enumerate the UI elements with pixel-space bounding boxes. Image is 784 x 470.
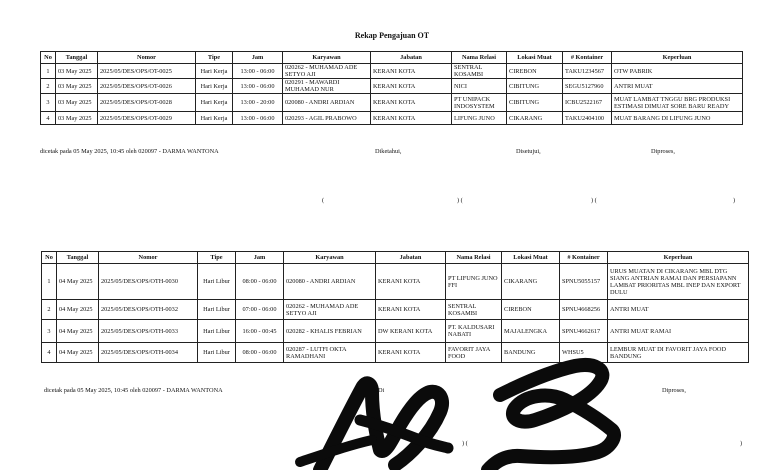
table-cell: 4 — [41, 112, 56, 125]
table-cell: 2025/05/DES/OPS/OT-0026 — [98, 79, 196, 94]
table-cell: 020262 - MUHAMAD ADE SETYO AJI — [283, 64, 371, 79]
signature-paren: ( — [322, 197, 325, 204]
table-cell: ANTRI MUAT — [608, 300, 749, 320]
table-cell: 020293 - AGIL PRABOWO — [283, 112, 371, 125]
column-header: Jam — [233, 52, 283, 64]
table-cell: KERANI KOTA — [371, 112, 452, 125]
signature-paren: ) — [740, 440, 743, 447]
column-header: Tipe — [196, 52, 233, 64]
table-cell: 16:00 - 00:45 — [236, 320, 284, 343]
table-cell: CIKARANG — [507, 112, 563, 125]
column-header: Lokasi Muat — [502, 252, 560, 264]
table-cell: KERANI KOTA — [371, 64, 452, 79]
table-cell: DW KERANI KOTA — [376, 320, 446, 343]
processed-label: Diproses, — [651, 148, 675, 155]
column-header: Lokasi Muat — [507, 52, 563, 64]
table-cell: 08:00 - 06:00 — [236, 343, 284, 363]
table-cell: 2 — [42, 300, 57, 320]
table-cell: LEMBUR MUAT DI FAVORIT JAYA FOOD BANDUNG — [608, 343, 749, 363]
column-header: Jabatan — [371, 52, 452, 64]
table-cell: 3 — [41, 94, 56, 112]
table-cell: Hari Kerja — [196, 94, 233, 112]
table-cell: NICI — [452, 79, 507, 94]
table-cell: PT LIFUNG JUNO FFI — [446, 264, 502, 300]
table-cell: FAVORIT JAYA FOOD — [446, 343, 502, 363]
table-cell: SEGU5127960 — [563, 79, 612, 94]
signature-paren: ) ( — [457, 197, 463, 204]
column-header: No — [42, 252, 57, 264]
known-label: Di — [378, 387, 385, 394]
table-cell: PT. KALDUSARI NABATI — [446, 320, 502, 343]
column-header: # Kontainer — [560, 252, 608, 264]
table-cell: BANDUNG — [502, 343, 560, 363]
table-cell: SENTRAL KOSAMBI — [452, 64, 507, 79]
table-cell: WHSU5 — [560, 343, 608, 363]
table-cell: 13:00 - 20:00 — [233, 94, 283, 112]
table-cell: 4 — [42, 343, 57, 363]
table-cell: Hari Kerja — [196, 79, 233, 94]
table-cell: 020262 - MUHAMAD ADE SETYO AJI — [284, 300, 376, 320]
table-cell: 1 — [41, 64, 56, 79]
table-cell: 08:00 - 06:00 — [236, 264, 284, 300]
table-cell: Hari Libur — [198, 320, 236, 343]
column-header: No — [41, 52, 56, 64]
table-cell: 020291 - MAWARDI MUHAMAD NUR — [283, 79, 371, 94]
table-cell: 1 — [42, 264, 57, 300]
table-cell: SENTRAL KOSAMBI — [446, 300, 502, 320]
known-label: Diketahui, — [375, 148, 402, 155]
table-cell: 2025/05/DES/OPS/OTH-0034 — [99, 343, 198, 363]
signature-paren: ) ( — [462, 440, 468, 447]
table-cell: 2025/05/DES/OPS/OTH-0032 — [99, 300, 198, 320]
table-cell: KERANI KOTA — [376, 264, 446, 300]
column-header: # Kontainer — [563, 52, 612, 64]
table-cell: 3 — [42, 320, 57, 343]
table-cell: 04 May 2025 — [57, 300, 99, 320]
printed-info: dicetak pada 05 May 2025, 10:45 oleh 020097 - DARMA WANTONA — [44, 387, 223, 394]
column-header: Tanggal — [56, 52, 98, 64]
table-cell: OTW PABRIK — [612, 64, 743, 79]
table-cell: PT UNIPACK INDOSYSTEM — [452, 94, 507, 112]
table-cell: Hari Libur — [198, 264, 236, 300]
table-cell: KERANI KOTA — [376, 300, 446, 320]
table-cell: 03 May 2025 — [56, 79, 98, 94]
table-cell: 2025/05/DES/OPS/OT-0028 — [98, 94, 196, 112]
table-cell: 03 May 2025 — [56, 112, 98, 125]
table-cell: Hari Kerja — [196, 112, 233, 125]
column-header: Keperluan — [608, 252, 749, 264]
table-cell: SPNU5055157 — [560, 264, 608, 300]
table-cell: 2025/05/DES/OPS/OTH-0030 — [99, 264, 198, 300]
table-cell: CIREBON — [502, 300, 560, 320]
column-header: Karyawan — [283, 52, 371, 64]
table-cell: CIBITUNG — [507, 94, 563, 112]
column-header: Jabatan — [376, 252, 446, 264]
table-cell: KERANI KOTA — [371, 79, 452, 94]
table-cell: CIBITUNG — [507, 79, 563, 94]
table-cell: KERANI KOTA — [376, 343, 446, 363]
column-header: Tanggal — [57, 252, 99, 264]
table-cell: TAKU1234567 — [563, 64, 612, 79]
table-cell: ICBU2522167 — [563, 94, 612, 112]
table-cell: 020080 - ANDRI ARDIAN — [284, 264, 376, 300]
table-cell: MUAT BARANG DI LIFUNG JUNO — [612, 112, 743, 125]
table-cell: 07:00 - 06:00 — [236, 300, 284, 320]
column-header: Nomor — [99, 252, 198, 264]
table-cell: CIREBON — [507, 64, 563, 79]
column-header: Jam — [236, 252, 284, 264]
table-cell: SPNU4668256 — [560, 300, 608, 320]
processed-label: Diproses, — [662, 387, 686, 394]
table-cell: 2025/05/DES/OPS/OT-0029 — [98, 112, 196, 125]
table-cell: ANTRI MUAT — [612, 79, 743, 94]
table-cell: Hari Libur — [198, 343, 236, 363]
report-title: Rekap Pengajuan OT — [354, 31, 430, 40]
table-cell: TAKU2404100 — [563, 112, 612, 125]
column-header: Keperluan — [612, 52, 743, 64]
table-cell: 03 May 2025 — [56, 64, 98, 79]
column-header: Nama Relasi — [452, 52, 507, 64]
column-header: Nomor — [98, 52, 196, 64]
table-cell: 13:00 - 06:00 — [233, 112, 283, 125]
table-cell: 13:00 - 06:00 — [233, 64, 283, 79]
table-cell: MUAT LAMBAT TNGGU BRG PRODUKSI ESTIMASI DIMUAT SORE BARU READY — [612, 94, 743, 112]
signature-paren: ) — [733, 197, 736, 204]
table-cell: Hari Kerja — [196, 64, 233, 79]
table-cell: 04 May 2025 — [57, 264, 99, 300]
column-header: Tipe — [198, 252, 236, 264]
table-cell: 020282 - KHALIS FEBRIAN — [284, 320, 376, 343]
table-cell: 03 May 2025 — [56, 94, 98, 112]
table-cell: 04 May 2025 — [57, 320, 99, 343]
table-cell: KERANI KOTA — [371, 94, 452, 112]
table-cell: 13:00 - 06:00 — [233, 79, 283, 94]
table-cell: LIFUNG JUNO — [452, 112, 507, 125]
table-cell: 04 May 2025 — [57, 343, 99, 363]
column-header: Nama Relasi — [446, 252, 502, 264]
table-cell: CIKARANG — [502, 264, 560, 300]
table-cell: 2 — [41, 79, 56, 94]
table-cell: 2025/05/DES/OPS/OTH-0033 — [99, 320, 198, 343]
table-cell: MAJALENGKA — [502, 320, 560, 343]
table-cell: 020080 - ANDRI ARDIAN — [283, 94, 371, 112]
column-header: Karyawan — [284, 252, 376, 264]
printed-info: dicetak pada 05 May 2025, 10:45 oleh 020097 - DARMA WANTONA — [40, 148, 219, 155]
table-cell: 020287 - LUTFI OKTA RAMADHANI — [284, 343, 376, 363]
signature-paren: ) ( — [591, 197, 597, 204]
approved-label: Disetujui, — [516, 148, 541, 155]
table-cell: Hari Libur — [198, 300, 236, 320]
table-cell: 2025/05/DES/OPS/OT-0025 — [98, 64, 196, 79]
table-cell: SPNU4662617 — [560, 320, 608, 343]
table-cell: ANTRI MUAT RAMAI — [608, 320, 749, 343]
table-cell: URUS MUATAN DI CIKARANG MBL DTG SIANG ANTRIAN RAMAI DAN PERSIAPANN LAMBAT PRIORITAS MBL INEP DAN EXPORT DULU — [608, 264, 749, 300]
